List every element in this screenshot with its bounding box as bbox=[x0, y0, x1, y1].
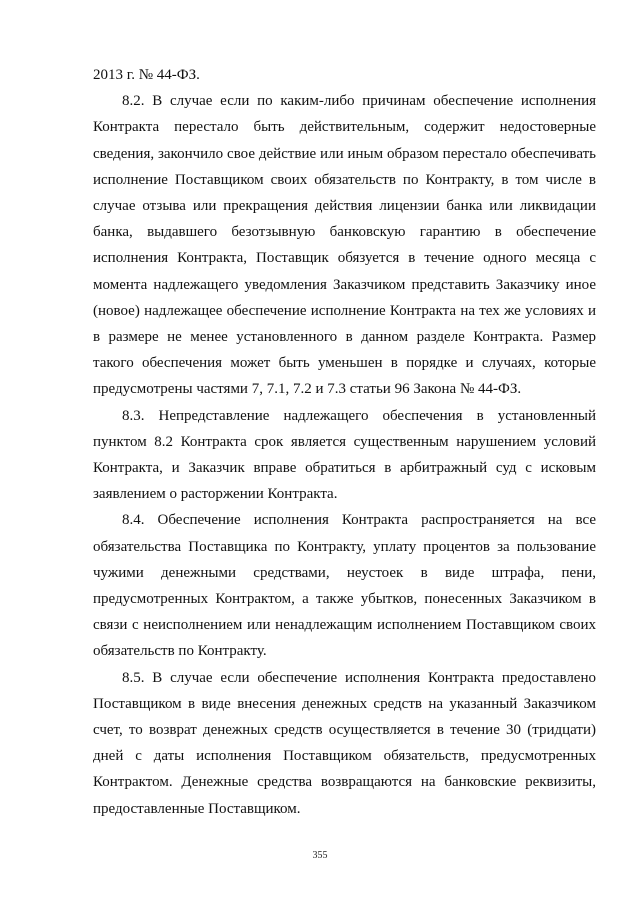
paragraph-continuation: 2013 г. № 44-ФЗ. bbox=[93, 67, 200, 83]
paragraph-8-3: 8.3. Непредставление надлежащего обеспечения в установленный пунктом 8.2 Контракта срок является существенным нарушением условий Контракта, и Заказчик вправе обратиться в арбитражный суд с исковым заявлением о расторжении Контракта. bbox=[93, 407, 596, 503]
paragraph-8-4: 8.4. Обеспечение исполнения Контракта распространяется на все обязательства Поставщика по Контракту, уплату процентов за пользование чужими денежными средствами, неустоек в виде штрафа, пени, предусмотренных Контрактом, а также убытков, понесенных Заказчиком в связи с неисполнением или ненадлежащим исполнением Поставщиком своих обязательств по Контракту. bbox=[93, 512, 596, 660]
paragraph-8-5: 8.5. В случае если обеспечение исполнения Контракта предоставлено Поставщиком в виде внесения денежных средств на указанный Заказчиком счет, то возврат денежных средств осуществляется в течение 30 (тридцати) дней с даты исполнения Поставщиком обязательств, предусмотренных Контрактом. Денежные средства возвращаются на банковские реквизиты, предоставленные Поставщиком. bbox=[93, 669, 596, 817]
page-number: 355 bbox=[312, 850, 328, 861]
document-body bbox=[93, 62, 596, 822]
paragraph-8-2: 8.2. В случае если по каким-либо причинам обеспечение исполнения Контракта перестало быть действительным, содержит недостоверные сведения, закончило свое действие или иным образом перестало обеспечивать исполнение Поставщиком своих обязательств по Контракту, в том числе в случае отзыва или прекращения действия лицензии банка или ликвидации банка, выдавшего безотзывную банковскую гарантию в обеспечение исполнения Контракта, Поставщик обязуется в течение одного месяца с момента надлежащего уведомления Заказчиком представить Заказчику иное (новое) надлежащее обеспечение исполнение Контракта на тех же условиях и в размере не менее установленного в данном разделе Контракта. Размер такого обеспечения может быть уменьшен в порядке и случаях, которые предусмотрены частями 7, 7.1, 7.2 и 7.3 статьи 96 Закона № 44-ФЗ. bbox=[93, 93, 596, 398]
